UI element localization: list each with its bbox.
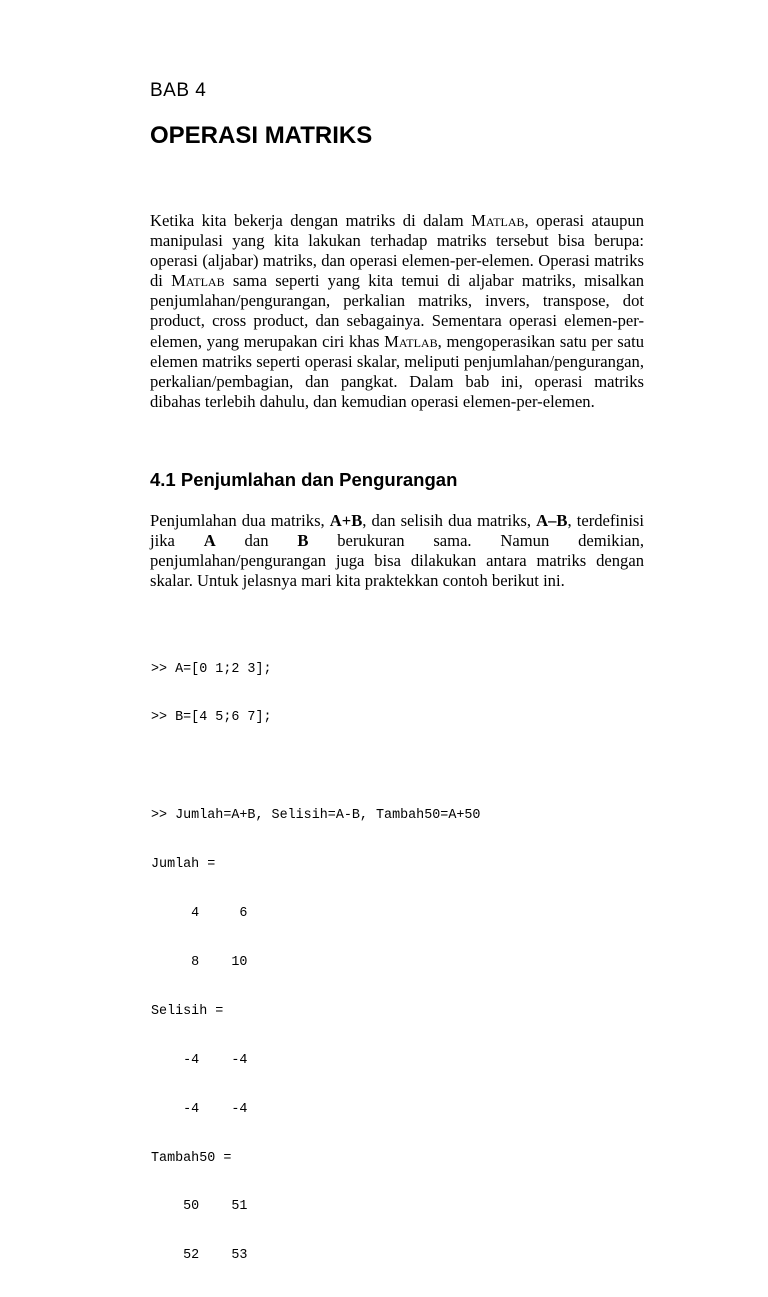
code-line: Jumlah = — [151, 857, 216, 873]
intro-text-1: Ketika kita bekerja dengan matriks di dalam — [150, 211, 472, 230]
intro-text-3: sama seperti yang kita temui di aljabar matriks, misalkan penjumlahan/pengurangan, perkalian matriks, invers, transpose, dot product, cross product, dan sebagainya. Sementara operasi elemen-per-elemen, yang merupakan ciri khas — [150, 271, 645, 351]
chapter-label: BAB 4 — [150, 80, 207, 101]
code-line — [151, 759, 480, 775]
code-line: >> Jumlah=A+B, Selisih=A-B, Tambah50=A+50 — [151, 808, 481, 824]
code-line: Tambah50 = — [151, 1150, 232, 1166]
intro-paragraph — [150, 211, 644, 412]
bold-b: B — [297, 531, 309, 551]
matlab-name-1: Matlab — [471, 211, 525, 230]
section-text-1: Penjumlahan dua matriks, — [150, 511, 330, 530]
section-paragraph — [150, 511, 644, 591]
code-line: >> B=[4 5;6 7]; — [151, 710, 272, 726]
code-line: 50 51 — [151, 1199, 248, 1215]
matlab-name-3: Matlab — [384, 331, 438, 351]
bold-a-minus-b: A–B — [536, 511, 568, 530]
code-line: -4 -4 — [151, 1052, 248, 1068]
chapter-title: OPERASI MATRIKS — [150, 122, 373, 149]
section-text-5: berukuran sama. Namun demikian, penjumlahan/pengurangan juga bisa dilakukan antara matriks dengan skalar. Untuk jelasnya mari kita praktekkan contoh berikut ini. — [150, 531, 644, 591]
code-line: 52 53 — [151, 1248, 248, 1264]
code-line: >> A=[0 1;2 3]; — [151, 661, 272, 677]
bold-a: A — [203, 531, 216, 551]
section-text-4: dan — [215, 531, 298, 551]
section-heading: 4.1 Penjumlahan dan Pengurangan — [150, 469, 458, 490]
intro-text-4: , mengoperasikan satu per satu elemen matriks seperti operasi skalar, meliputi penjumlahan/pengurangan, perkalian/pembagian, dan pangkat. Dalam bab ini, operasi matriks dibahas terlebih dahulu, dan kemudian operasi elemen-per-elemen. — [150, 331, 644, 411]
code-line: 8 10 — [151, 954, 248, 970]
code-block — [151, 629, 480, 1297]
code-line: 4 6 — [151, 906, 248, 922]
matlab-name-2: Matlab — [171, 271, 225, 291]
code-line: -4 -4 — [151, 1101, 248, 1117]
intro-text-2: , operasi ataupun manipulasi yang kita lakukan terhadap matriks tersebut bisa berupa: operasi (aljabar) matriks, dan operasi elemen-per-elemen. Operasi matriks di — [150, 211, 644, 291]
bold-a-plus-b: A+B — [329, 511, 363, 530]
section-text-2: , dan selisih dua matriks, — [362, 511, 537, 530]
code-line: Selisih = — [151, 1003, 224, 1019]
section-text-3: , terdefinisi jika — [150, 511, 644, 551]
